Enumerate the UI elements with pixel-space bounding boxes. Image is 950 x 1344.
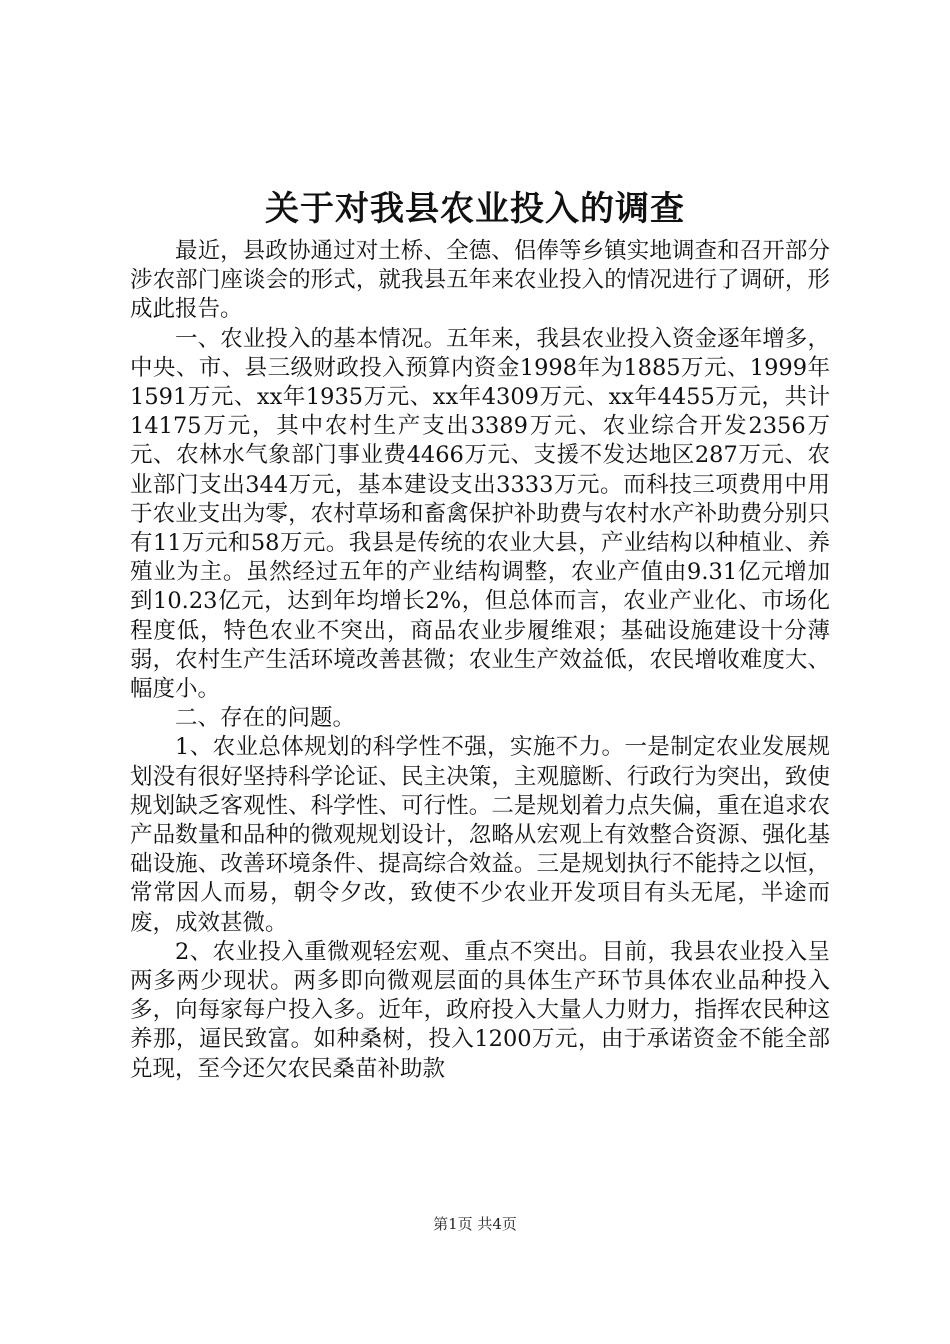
document-body: [130, 237, 830, 1084]
paragraph-problems-heading: 二、存在的问题。: [175, 705, 356, 732]
document-title: 关于对我县农业投入的调查: [265, 189, 685, 229]
page-indicator: 第1页 共4页: [433, 1215, 517, 1233]
paragraph-problem-2: 2、农业投入重微观轻宏观、重点不突出。目前，我县农业投入呈两多两少现状。两多即向微观层面的具体生产环节具体农业品种投入多，向每家每户投入多。近年，政府投入大量人力财力，指挥农民种这养那，逼民致富。如种桑树，投入1200万元，由于承诺资金不能全部兑现，至今还欠农民桑苗补助款: [130, 938, 830, 1082]
paragraph-problem-1: 1、农业总体规划的科学性不强，实施不力。一是制定农业发展规划没有很好坚持科学论证、民主决策，主观臆断、行政行为突出，致使规划缺乏客观性、科学性、可行性。二是规划着力点失偏，重在追求农产品数量和品种的微观规划设计，忽略从宏观上有效整合资源、强化基础设施、改善环境条件、提高综合效益。三是规划执行不能持之以恒，常常因人而易，朝令夕改，致使不少农业开发项目有头无尾，半途而废，成效甚微。: [130, 734, 830, 936]
paragraph-basic-situation: 一、农业投入的基本情况。五年来，我县农业投入资金逐年增多，中央、市、县三级财政投入预算内资金1998年为1885万元、1999年1591万元、xx年1935万元、xx年4309万元、xx年4455万元，共计14175万元，其中农村生产支出3389万元、农业综合开发2356万元、农林水气象部门事业费4466万元、支援不发达地区287万元、农业部门支出344万元，基本建设支出3333万元。而科技三项费用中用于农业支出为零，农村草场和畜禽保护补助费与农村水产补助费分别只有11万元和58万元。我县是传统的农业大县，产业结构以种植业、养殖业为主。虽然经过五年的产业结构调整，农业产值由9.31亿元增加到10.23亿元，达到年均增长2%，但总体而言，农业产业化、市场化程度低，特色农业不突出，商品农业步履维艰；基础设施建设十分薄弱，农村生产生活环境改善甚微；农业生产效益低，农民增收难度大、幅度小。: [130, 325, 830, 703]
paragraph-intro: 最近，县政协通过对土桥、全德、侣俸等乡镇实地调查和召开部分涉农部门座谈会的形式，就我县五年来农业投入的情况进行了调研，形成此报告。: [130, 238, 830, 323]
